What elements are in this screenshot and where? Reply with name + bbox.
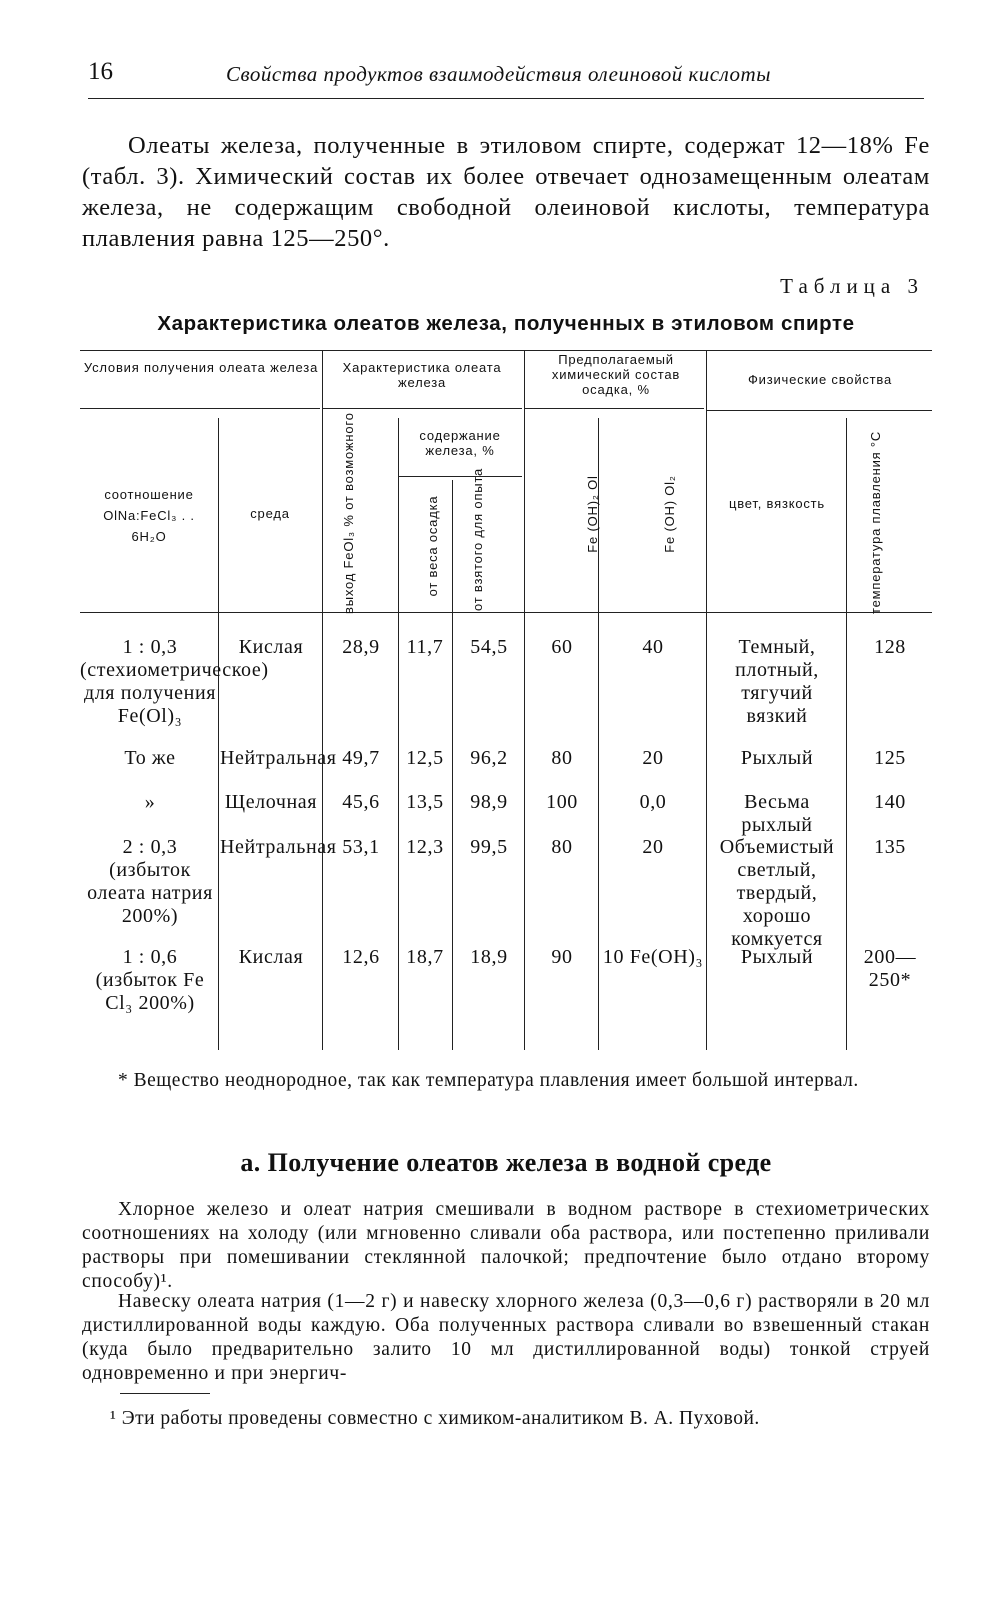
header-rule: [706, 410, 932, 411]
cell-fe-oh-ol2: 20: [642, 747, 664, 769]
body-paragraph: Навеску олеата натрия (1—2 г) и навеску хлорного железа (0,3—0,6 г) растворяли в 20 мл дистиллированной воды каждую. Оба полученных раствора сливали во взвешенный стакан (куда было предварительно залито 10 мл дистиллированной воды) тонкой струей одновременно и при энергич-: [82, 1291, 930, 1384]
cell-fe-oh2: 100: [546, 791, 578, 813]
header-physical: Физические свойства: [747, 372, 893, 387]
subheader-melting: температура плавления °C: [868, 430, 883, 614]
cell-medium: Нейтральная: [220, 836, 337, 858]
footnote-rule: [120, 1393, 210, 1394]
table-caption: Характеристика олеатов железа, полученных в этиловом спирте: [157, 312, 855, 335]
cell-color: Объемистый светлый, твердый, хорошо комкуется: [719, 836, 835, 950]
header-rule: [524, 408, 704, 409]
data-table: [80, 350, 932, 1060]
cell-fe-oh-ol2: 40: [642, 636, 664, 658]
table-label: Таблица 3: [780, 274, 924, 298]
cell-of-taken: 99,5: [470, 836, 508, 858]
cell-of-precipitate: 12,5: [406, 747, 444, 769]
cell-melting: 125: [874, 747, 906, 769]
cell-of-taken: 18,9: [470, 946, 508, 968]
page-header: [88, 58, 924, 99]
running-title: Свойства продуктов взаимодействия олеиновой кислоты: [226, 62, 771, 86]
cell-yield: 12,6: [342, 946, 380, 968]
cell-medium: Кислая: [238, 636, 304, 658]
subheader-iron-content: содержание железа, %: [419, 428, 501, 458]
cell-fe-oh2: 80: [551, 747, 573, 769]
subheader-medium: среда: [250, 506, 290, 521]
cell-ratio: 1 : 0,6 (избыток Fe Cl₃ 200%): [95, 946, 205, 1014]
cell-medium: Нейтральная: [220, 747, 337, 769]
cell-of-precipitate: 11,7: [406, 636, 444, 658]
cell-melting: 128: [874, 636, 906, 658]
cell-fe-oh-ol2: 20: [642, 836, 664, 858]
cell-melting: 200—250*: [863, 946, 917, 991]
subheader-fe-oh2: Fe (OH)₂ Ol: [585, 475, 600, 553]
cell-melting: 140: [874, 791, 906, 813]
cell-of-precipitate: 18,7: [406, 946, 444, 968]
subheader-color: цвет, вязкость: [729, 496, 825, 511]
cell-ratio: »: [144, 791, 156, 813]
cell-of-taken: 96,2: [470, 747, 508, 769]
column-rule: [322, 350, 323, 1050]
table-footnote: * Вещество неоднородное, так как температура плавления имеет большой интервал.: [118, 1070, 859, 1091]
cell-fe-oh2: 80: [551, 836, 573, 858]
header-bottom-rule: [80, 612, 932, 613]
cell-yield: 28,9: [342, 636, 380, 658]
cell-ratio: 2 : 0,3 (избыток олеата натрия 200%): [87, 836, 213, 927]
page-footnote: ¹ Эти работы проведены совместно с химиком-аналитиком В. А. Пуховой.: [110, 1408, 760, 1429]
cell-color: Рыхлый: [740, 747, 814, 769]
column-rule: [706, 350, 707, 1050]
cell-fe-oh2: 60: [551, 636, 573, 658]
subheader-of-taken: от взятого для опыта: [470, 467, 485, 611]
subheader-yield: выход FeOl₃ % от возможного: [341, 412, 356, 614]
column-rule: [524, 350, 525, 1050]
cell-melting: 135: [874, 836, 906, 858]
page-number: 16: [88, 58, 113, 85]
cell-of-taken: 54,5: [470, 636, 508, 658]
cell-yield: 49,7: [342, 747, 380, 769]
cell-yield: 45,6: [342, 791, 380, 813]
subheader-of-precipitate: от веса осадка: [425, 495, 440, 597]
section-title: а. Получение олеатов железа в водной среде: [240, 1148, 772, 1177]
cell-color: Рыхлый: [740, 946, 814, 968]
subheader-fe-oh-ol2: Fe (OH) Ol₂: [662, 475, 677, 553]
header-characteristics: Характеристика олеата железа: [342, 360, 502, 390]
table-top-rule: [80, 350, 932, 351]
header-composition: Предполагаемый химический состав осадка, %: [551, 352, 681, 397]
subheader-ratio: соотношение OlNa:FeCl₃ . . 6H₂O: [103, 487, 195, 544]
cell-of-precipitate: 12,3: [406, 836, 444, 858]
body-paragraph: Хлорное железо и олеат натрия смешивали в водном растворе в стехиометрических соотношениях на холоду (или мгновенно сливали оба раствора, или постепенно приливали растворы при помешивании стеклянной палочкой; предпочтение было отдано второму способу)¹.: [82, 1199, 930, 1292]
cell-medium: Щелочная: [224, 791, 318, 813]
cell-of-precipitate: 13,5: [406, 791, 444, 813]
header-rule: [398, 476, 522, 477]
cell-color: Темный, плотный, тягучий вязкий: [735, 636, 819, 727]
header-rule: [322, 408, 522, 409]
cell-yield: 53,1: [342, 836, 380, 858]
cell-medium: Кислая: [238, 946, 304, 968]
cell-ratio: 1 : 0,3 (стехиометрическое) для получения Fe(Ol)₃: [80, 636, 269, 727]
cell-fe-oh-ol2: 10 Fe(OH)₃: [602, 946, 704, 968]
header-conditions: Условия получения олеата железа: [83, 360, 319, 375]
cell-fe-oh-ol2: 0,0: [639, 791, 667, 813]
cell-ratio: То же: [124, 747, 176, 769]
cell-fe-oh2: 90: [551, 946, 573, 968]
intro-paragraph: Олеаты железа, полученные в этиловом спирте, содержат 12—18% Fe (табл. 3). Химический состав их более отвечает однозамещенным олеатам железа, не содержащим свободной олеиновой кислоты, температура плавления равна 125—250°.: [82, 132, 930, 252]
cell-of-taken: 98,9: [470, 791, 508, 813]
column-rule: [846, 418, 847, 1050]
header-rule: [80, 408, 320, 409]
cell-color: Весьма рыхлый: [741, 791, 813, 836]
